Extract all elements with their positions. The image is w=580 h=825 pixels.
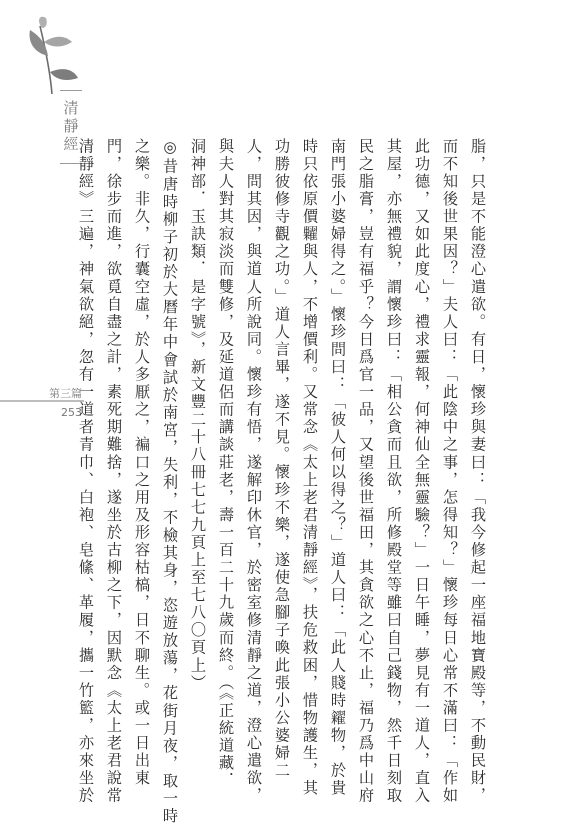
text-column: 清靜經》三遍，神氣欲絕，忽有一道者青巾、白袍、皂絛、革履，攜一竹籃，亦來坐於 [77, 138, 95, 805]
chapter-label: 第三篇 [49, 387, 82, 400]
text-column: 與夫人對其寂淡而雙修，及延道侶而講談莊老，壽一百二十九歲而終。（《正統道藏． [217, 138, 235, 790]
text-column: 人，問其因，與道人所說同。懷珍有悟，遂解印休官，於密室修清靜之道，澄心遣欲， [245, 138, 263, 805]
text-column: 洞神部．玉訣類．是字號》，新文豐二十八冊七七九頁上至七八〇頁上） [189, 138, 207, 692]
leaf-sprig-icon [22, 16, 82, 96]
text-column: 脂，只是不能澄心遣欲。有日，懷珍與妻曰：「我今修起一座福地寶殿等，不動民財， [469, 138, 487, 805]
text-column: 之樂。非久，行囊空虛，於人多厭之，褊口之用及形容枯槁，日不聊生。或一日出東 [133, 138, 151, 788]
text-column: 功勝彼修寺觀之功。」道人言畢，遂不見。懷珍不樂，遂使急腳子喚此張小公婆婦二 [273, 138, 291, 780]
text-column: 南門張小婆婦得之。」懷珍問曰：「彼人何以得之？」道人曰：「此人賤時糴物，於貴 [329, 138, 347, 798]
body-text [77, 138, 492, 825]
text-column: 而不知後世果因？」夫人曰：「此陰中之事，怎得知？」懷珍每日心常不滿曰：「作如 [441, 138, 459, 805]
text-column: 此功德，又如此度心，禮求靈報，何神仙全無靈驗？」一日午睡，夢見有一道人，直入 [413, 138, 431, 805]
text-column: 門，徐步而進，欲覓自盡之計，素死期難捨，遂坐於古柳之下，因默念《太上老君說常 [105, 138, 123, 805]
text-column: 時只依原價糶與人，不增價利。又常念《太上老君清靜經》，扶危救困，惜物護生，其 [301, 138, 319, 798]
text-column: 民之脂膏，豈有福乎？今日爲官一品，又望後世福田，其貪欲之心不止，福乃爲中山府 [357, 138, 375, 805]
header-title: 清靜經 [60, 90, 82, 164]
page-number: 253 [61, 406, 82, 419]
text-column: ◎昔唐時柳子初於大曆年中會試於南宮，失利，不檢其身，恣遊放蕩，花街月夜，取一時 [161, 138, 179, 825]
text-column: 其屋，亦無禮貌，謂懷珍曰：「相公貪而且欲，所修殿堂等雖曰自己錢物，然千日刻取 [385, 138, 403, 805]
